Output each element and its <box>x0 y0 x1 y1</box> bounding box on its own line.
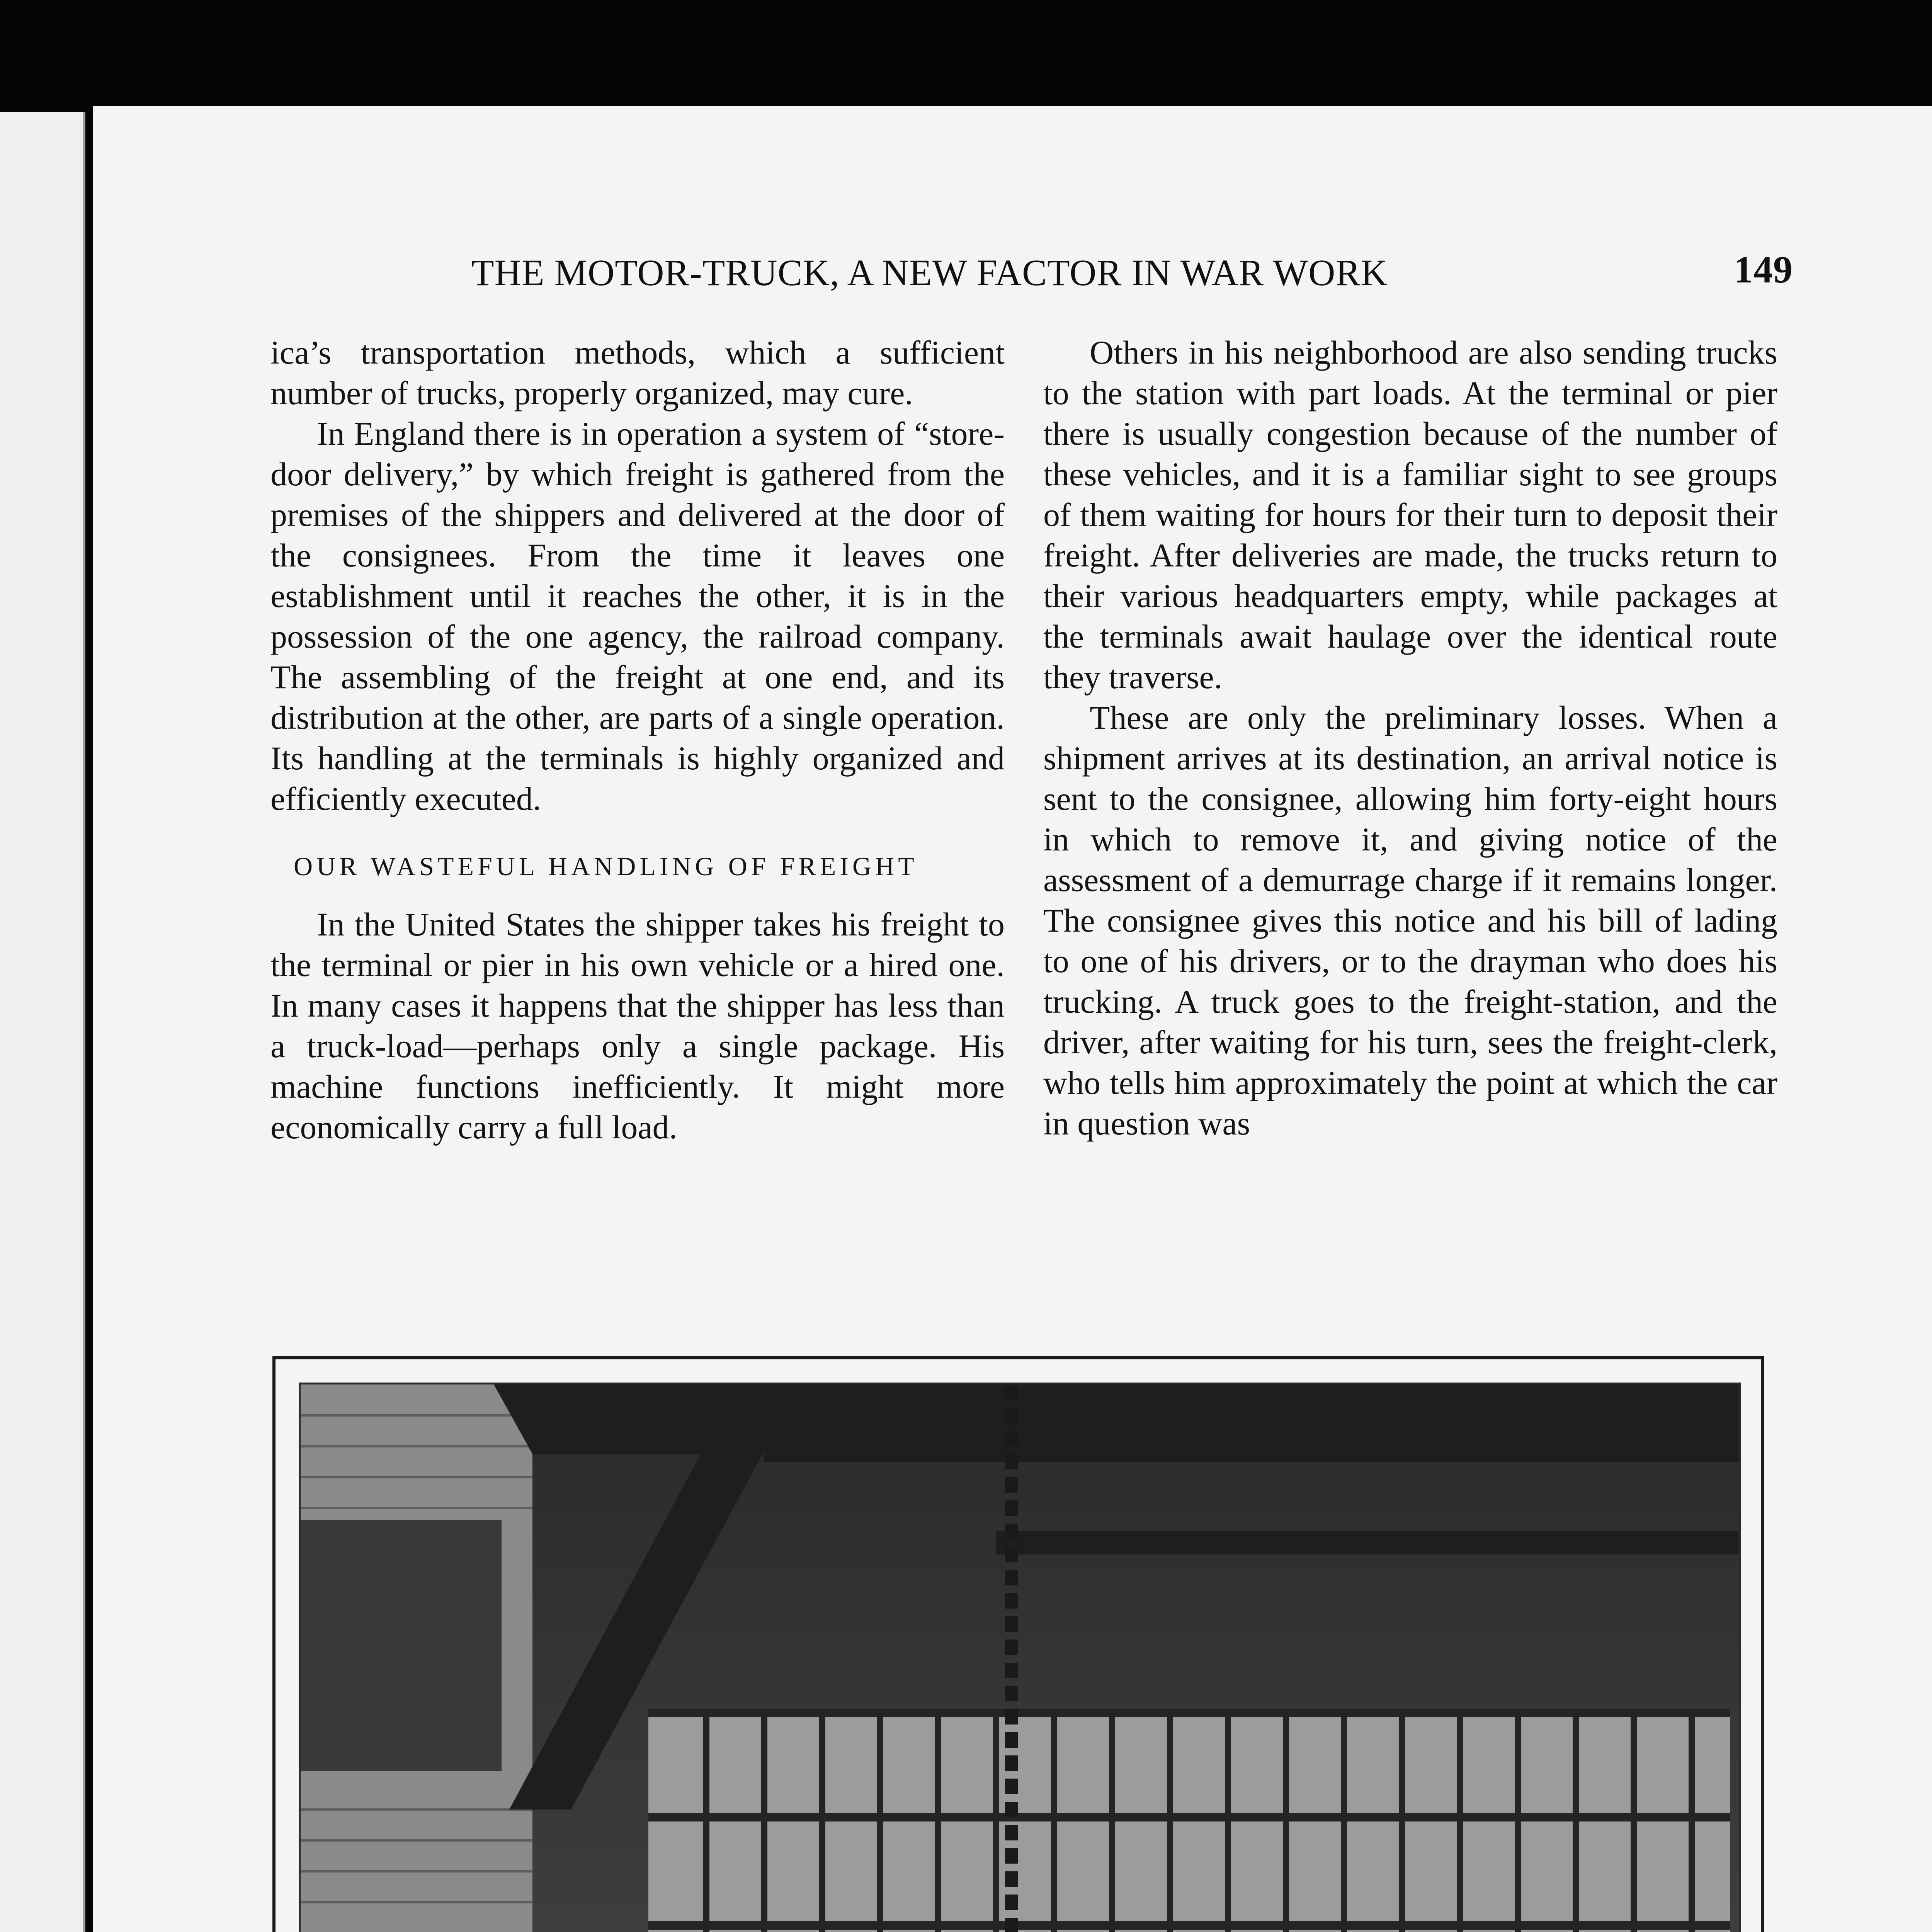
page-header <box>417 247 1793 305</box>
adjacent-page-edge <box>0 112 85 1932</box>
paragraph: ica’s transportation methods, which a sufficient number of trucks, properly organized, may cure. <box>270 334 1005 412</box>
paragraph: Others in his neighborhood are also sending trucks to the station with part loads. At the terminal or pier there is usually congestion because of the number of these vehicles, and it is a familiar sight to see groups of them waiting for hours for their turn to deposit their freight. After deliveries are made, the trucks return to their various headquarters empty, while packages at the terminals await haulage over the identical route they traverse. <box>1043 334 1777 696</box>
truck-photograph <box>299 1383 1741 1932</box>
page-number: 149 <box>1734 248 1793 291</box>
paragraph: In England there is in operation a system of “store-door delivery,” by which freight is gathered from the premises of the shippers and delivered at the door of the consignees. From the time it leaves one establishment until it reaches the other, it is in the possession of the one agency, the railroad company. The assembling of the freight at one end, and its distribution at the other, are parts of a single operation. Its handling at the terminals is highly organized and efficiently executed. <box>270 415 1005 817</box>
paragraph: In the United States the shipper takes his freight to the terminal or pier in his own vehicle or a hired one. In many cases it happens that the shipper has less than a truck-load—perhaps only a single package. His machine functions inefficiently. It might more economically carry a full load. <box>270 906 1005 1146</box>
section-subheading: OUR WASTEFUL HANDLING OF FREIGHT <box>294 852 918 881</box>
photo-plate <box>272 1356 1764 1932</box>
right-column <box>1043 332 1777 1144</box>
left-column <box>270 332 1005 1148</box>
paragraph: These are only the preliminary losses. When a shipment arrives at its destination, an arrival notice is sent to the consignee, allowing him forty-eight hours in which to remove it, and giving notice of the assessment of a demurrage charge if it remains longer. The consignee gives this notice and his bill of lading to one of his drivers, or to the drayman who does his trucking. A truck goes to the freight-station, and the driver, after waiting for his turn, sees the freight-clerk, who tells him approximately the point at which the car in question was <box>1043 699 1777 1142</box>
running-title: THE MOTOR-TRUCK, A NEW FACTOR IN WAR WORK <box>471 252 1388 293</box>
